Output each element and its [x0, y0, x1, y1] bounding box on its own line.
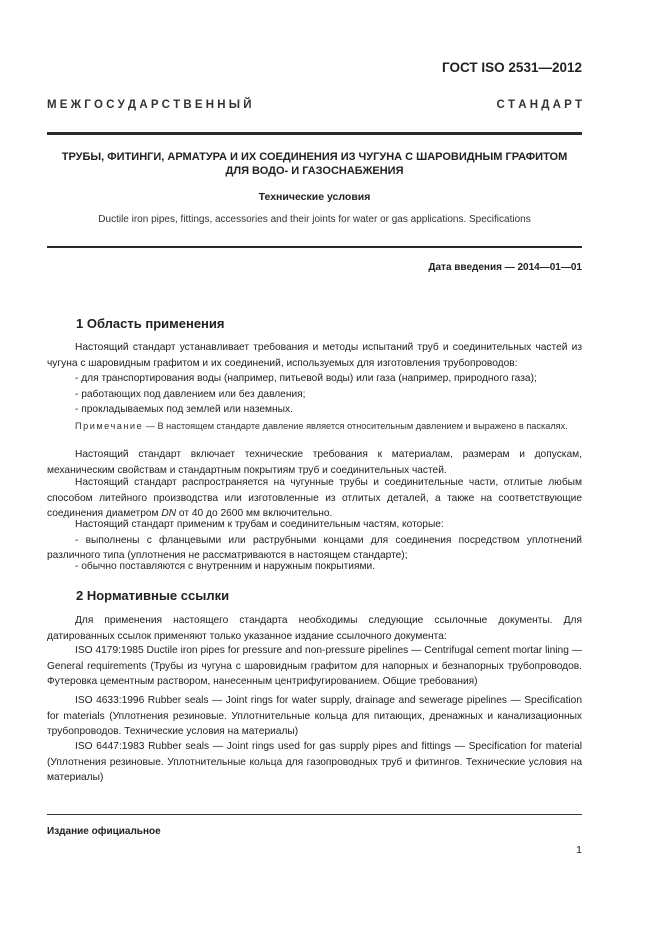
- reference-iso-4179: ISO 4179:1985 Ductile iron pipes for pressure and non-pressure pipelines — Centrifugal cement mortar lining — General requirements (Трубы из чугуна с шаровидным графитом для напорных и безнапорных трубопроводов. Футеровка цементным раствором, нанесенным центрифугированием. Общие требования): [47, 645, 582, 687]
- document-title: [47, 150, 582, 178]
- dn-symbol: DN: [161, 508, 177, 519]
- section-heading-normative-references: 2 Нормативные ссылки: [76, 588, 230, 603]
- document-subtitle: Технические условия: [258, 191, 371, 203]
- footer-rule: [47, 814, 582, 815]
- section-heading-scope: 1 Область применения: [76, 316, 225, 331]
- scope-paragraph-3-text-b: от 40 до 2600 мм включительно.: [176, 508, 333, 519]
- scope-paragraph-3-text-a: Настоящий стандарт распространяется на чугунные трубы и соединительные части, отлитые любым способом литейного производства или изготовленные из отлитых деталей, а также на соответствующие соединения диаметром: [47, 477, 582, 519]
- standard-word: С Т А Н Д А Р Т: [496, 99, 582, 111]
- note-text: — В настоящем стандарте давление является относительным давлением и выражено в паскалях.: [143, 421, 568, 431]
- scope-bullet-1: - для транспортирования воды (например, питьевой воды) или газа (например, природного газа);: [75, 373, 537, 384]
- top-rule: [47, 132, 582, 135]
- page-number: 1: [576, 844, 582, 856]
- scope-note: [47, 420, 582, 433]
- document-number: ГОСТ ISO 2531—2012: [442, 60, 582, 75]
- title-line-2: ДЛЯ ВОДО- И ГАЗОСНАБЖЕНИЯ: [225, 165, 404, 177]
- scope-paragraph-2: Настоящий стандарт включает технические требования к материалам, размерам и допускам, механическим свойствам и стандартным покрытиям труб и соединительных частей.: [47, 449, 582, 476]
- scope-paragraph-4: Настоящий стандарт применим к трубам и соединительным частям, которые:: [75, 519, 444, 530]
- scope-paragraph-3: [47, 475, 582, 522]
- scope-bullet-5: - обычно поставляются с внутренним и наружным покрытиями.: [75, 561, 376, 572]
- scope-bullet-4: - выполнены с фланцевыми или раструбными концами для соединения посредством уплотнений различного типа (уплотнения не рассматриваются в настоящем стандарте);: [47, 534, 582, 561]
- scope-paragraph-1: Настоящий стандарт устанавливает требования и методы испытаний труб и соединительных частей из чугуна с шаровидным графитом и их соединений, используемых для изготовления трубопроводов:: [47, 342, 582, 369]
- scope-bullet-3: - прокладываемых под землей или наземных.: [75, 404, 293, 415]
- note-label: Примечание: [75, 421, 144, 431]
- official-edition-label: Издание официальное: [47, 826, 161, 837]
- interstate-word: М Е Ж Г О С У Д А Р С Т В Е Н Н Ы Й: [47, 99, 252, 111]
- reference-iso-4633: ISO 4633:1996 Rubber seals — Joint rings for water supply, drainage and sewerage pipelines — Specification for materials (Уплотнения резиновые. Уплотнительные кольца для питающих, дренажных и канализационных трубопроводов. Технические условия на материалы): [47, 695, 582, 737]
- scope-bullet-2: - работающих под давлением или без давления;: [75, 388, 306, 400]
- title-rule: [47, 246, 582, 248]
- interstate-standard-banner: [47, 99, 582, 111]
- title-line-1: ТРУБЫ, ФИТИНГИ, АРМАТУРА И ИХ СОЕДИНЕНИЯ ИЗ ЧУГУНА С ШАРОВИДНЫМ ГРАФИТОМ: [61, 151, 568, 163]
- reference-iso-6447: ISO 6447:1983 Rubber seals — Joint rings used for gas supply pipes and fittings — Specification for material (Уплотнения резиновые. Уплотнительные кольца для газопроводных труб и фитингов. Технические условия на материалы): [47, 741, 582, 783]
- references-paragraph-1: Для применения настоящего стандарта необходимы следующие ссылочные документы. Для датированных ссылок применяют только указанное издание ссылочного документа:: [47, 615, 582, 642]
- introduction-date: Дата введения — 2014—01—01: [428, 262, 582, 273]
- english-title: Ductile iron pipes, fittings, accessories and their joints for water or gas applications. Specifications: [98, 214, 531, 225]
